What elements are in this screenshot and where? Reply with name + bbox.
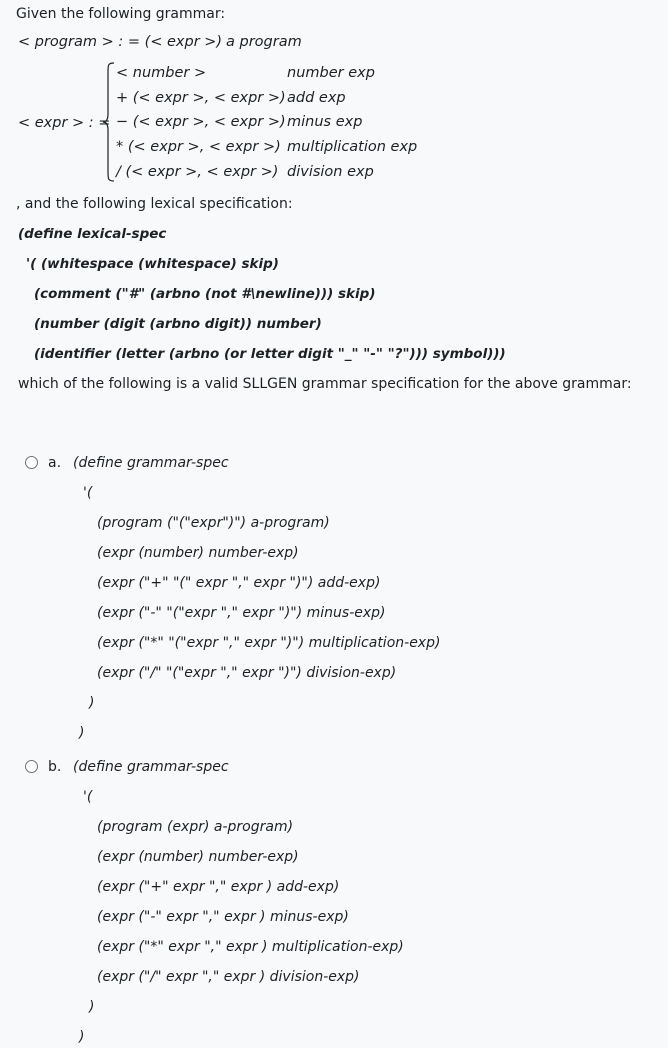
lexical-spec-line: (comment ("#" (arbno (not #\newline))) skip) bbox=[34, 286, 376, 302]
option-line: (program (expr) a-program) bbox=[97, 819, 294, 835]
expr-rule-name: division exp bbox=[287, 164, 374, 180]
option-close-inner: ) bbox=[89, 695, 95, 711]
radio-button-b[interactable] bbox=[25, 760, 38, 773]
lexical-spec-line: (number (digit (arbno digit)) number) bbox=[34, 316, 322, 332]
option-header: (define grammar-spec bbox=[73, 759, 229, 775]
option-line: (expr ("/" expr "," expr ) division-exp) bbox=[97, 969, 360, 985]
question-prompt: which of the following is a valid SLLGEN grammar specification for the above grammar: bbox=[18, 376, 632, 392]
option-quote: '( bbox=[83, 485, 93, 501]
option-line: (expr ("+" "(" expr "," expr ")") add-exp) bbox=[97, 575, 381, 591]
expr-lhs: < expr > : = bbox=[18, 115, 111, 131]
option-line: (expr ("-" expr "," expr ) minus-exp) bbox=[97, 909, 349, 925]
option-line: (expr ("/" "("expr "," expr ")") division-exp) bbox=[97, 665, 397, 681]
radio-button-a[interactable] bbox=[25, 456, 38, 469]
option-letter: b. bbox=[48, 759, 62, 775]
option-header: (define grammar-spec bbox=[73, 455, 229, 471]
expr-rule-rhs: − (< expr >, < expr >) bbox=[116, 114, 286, 130]
expr-rule-name: minus exp bbox=[287, 114, 363, 130]
option-line: (expr ("*" expr "," expr ) multiplication-exp) bbox=[97, 939, 404, 955]
lexical-spec-line: (define lexical-spec bbox=[18, 226, 167, 242]
program-rule: < program > : = (< expr >) bbox=[18, 34, 223, 50]
program-rule-name: a program bbox=[226, 34, 302, 50]
expr-rule-rhs: + (< expr >, < expr >) bbox=[116, 90, 286, 106]
expr-rule-rhs: / (< expr >, < expr >) bbox=[116, 164, 279, 180]
option-line: (expr (number) number-exp) bbox=[97, 545, 299, 561]
left-brace-icon bbox=[102, 62, 116, 182]
lexical-intro: , and the following lexical specification: bbox=[16, 196, 293, 212]
option-line: (expr ("+" expr "," expr ) add-exp) bbox=[97, 879, 340, 895]
expr-rule-name: add exp bbox=[287, 90, 346, 106]
expr-rule-name: multiplication exp bbox=[287, 139, 418, 155]
option-close-inner: ) bbox=[89, 999, 95, 1015]
expr-rule-rhs: < number > bbox=[116, 65, 207, 81]
expr-rule-rhs: * (< expr >, < expr >) bbox=[116, 139, 281, 155]
lexical-spec-line: '( (whitespace (whitespace) skip) bbox=[26, 256, 279, 272]
option-quote: '( bbox=[83, 789, 93, 805]
option-line: (expr ("*" "("expr "," expr ")") multiplication-exp) bbox=[97, 635, 441, 651]
option-line: (expr ("-" "("expr "," expr ")") minus-exp) bbox=[97, 605, 386, 621]
option-letter: a. bbox=[48, 455, 62, 471]
option-line: (expr (number) number-exp) bbox=[97, 849, 299, 865]
expr-rule-name: number exp bbox=[287, 65, 375, 81]
option-close-outer: ) bbox=[79, 1029, 85, 1045]
lexical-spec-line: (identifier (letter (arbno (or letter digit "_" "-" "?"))) symbol))) bbox=[34, 346, 506, 362]
question-intro: Given the following grammar: bbox=[16, 6, 226, 22]
option-line: (program ("("expr")") a-program) bbox=[97, 515, 330, 531]
option-close-outer: ) bbox=[79, 725, 85, 741]
